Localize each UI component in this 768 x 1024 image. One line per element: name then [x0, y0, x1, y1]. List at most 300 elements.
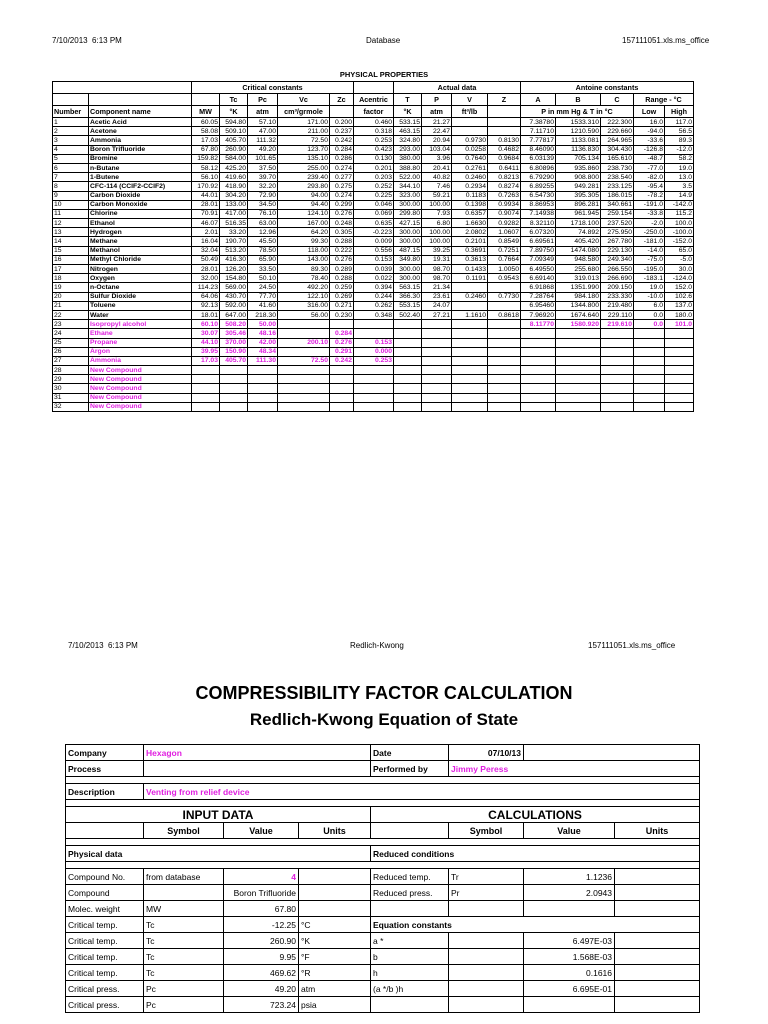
compound-row [53, 265, 694, 274]
blank-row [66, 839, 700, 846]
compound-number: 11 [53, 209, 89, 218]
property-value [394, 347, 422, 356]
property-value: 0.252 [354, 182, 394, 191]
calculations-title: CALCULATIONS [371, 807, 700, 823]
property-value [452, 283, 488, 292]
property-value: 65.90 [248, 255, 278, 264]
property-value: 32.00 [192, 274, 220, 283]
compound-name[interactable]: Methane [89, 237, 192, 246]
property-value: 260.90 [220, 145, 248, 154]
compound-name[interactable]: New Compound [89, 375, 192, 384]
property-value: 238.540 [601, 173, 634, 182]
input-label: Molec. weight [66, 901, 144, 917]
property-value: 6.0 [634, 301, 665, 310]
section-title-row [66, 807, 700, 823]
property-value: 233.330 [601, 292, 634, 301]
compound-name[interactable]: Acetic Acid [89, 118, 192, 127]
property-value [452, 384, 488, 393]
col-low: Low [634, 106, 665, 118]
property-value: 74.892 [556, 228, 601, 237]
compound-name[interactable]: Methanol [89, 246, 192, 255]
property-value: 7.46 [422, 182, 452, 191]
property-value: 58.08 [192, 127, 220, 136]
property-value: 28.01 [192, 265, 220, 274]
property-value: 57.10 [248, 118, 278, 127]
property-value: 1.0050 [488, 265, 521, 274]
property-value: 67.80 [192, 145, 220, 154]
compound-name[interactable]: Boron Trifluoride [89, 145, 192, 154]
compound-name[interactable]: Chlorine [89, 209, 192, 218]
property-value [601, 384, 634, 393]
property-value: 0.153 [354, 338, 394, 347]
property-value: 100.00 [422, 200, 452, 209]
property-value: 8.32110 [521, 219, 556, 228]
calc-symbol: Pr [449, 885, 524, 901]
compound-name[interactable]: Isopropyl alcohol [89, 320, 192, 329]
input-value[interactable]: 469.62 [224, 965, 299, 981]
property-value: 98.70 [422, 274, 452, 283]
property-value [394, 366, 422, 375]
compound-name[interactable]: Acetone [89, 127, 192, 136]
property-value: 16.04 [192, 237, 220, 246]
input-value[interactable]: 49.20 [224, 981, 299, 997]
compound-number: 6 [53, 163, 89, 172]
col-high: High [665, 106, 694, 118]
calc-units [615, 869, 700, 885]
compound-row [53, 274, 694, 283]
property-value: 259.154 [601, 209, 634, 218]
empty-cell [524, 997, 615, 1013]
property-value: 238.730 [601, 163, 634, 172]
input-value[interactable]: -12.25 [224, 917, 299, 933]
input-row [66, 965, 700, 981]
property-value: 405.70 [220, 136, 248, 145]
property-value: 3.96 [422, 154, 452, 163]
calc-units [615, 885, 700, 901]
property-value: 0.305 [330, 228, 354, 237]
compound-number: 24 [53, 329, 89, 338]
compound-row [53, 329, 694, 338]
property-value [601, 402, 634, 411]
property-value: 200.10 [278, 338, 330, 347]
compound-row [53, 163, 694, 172]
property-value: 0.130 [354, 154, 394, 163]
property-value: 1718.100 [556, 219, 601, 228]
property-value: -94.0 [634, 127, 665, 136]
property-value: 13.0 [665, 173, 694, 182]
property-value [220, 402, 248, 411]
property-value: 44.01 [192, 191, 220, 200]
property-value: 0.225 [354, 191, 394, 200]
property-value: 0.237 [330, 127, 354, 136]
compound-name[interactable]: Methyl Chloride [89, 255, 192, 264]
page1-file: 157111051.xls.ms_office [622, 36, 710, 45]
input-value[interactable]: Boron Trifluoride [224, 885, 299, 901]
compound-number: 10 [53, 200, 89, 209]
compound-row [53, 393, 694, 402]
property-value [422, 375, 452, 384]
property-value [601, 329, 634, 338]
property-value [488, 356, 521, 365]
equation-constants-label: Equation constants [371, 917, 700, 933]
blank-row [66, 862, 700, 869]
property-value: 64.06 [192, 292, 220, 301]
compound-number: 28 [53, 366, 89, 375]
input-symbol: Pc [144, 981, 224, 997]
calc-units [615, 981, 700, 997]
input-value[interactable]: 4 [224, 869, 299, 885]
property-value [556, 375, 601, 384]
compound-name[interactable]: n-Octane [89, 283, 192, 292]
property-value: 111.30 [248, 356, 278, 365]
description-label: Description [66, 784, 144, 800]
property-value [248, 393, 278, 402]
property-value [278, 375, 330, 384]
property-value: 70.91 [192, 209, 220, 218]
compound-number: 3 [53, 136, 89, 145]
unit-header-row [53, 106, 694, 118]
property-value [220, 393, 248, 402]
property-value [634, 375, 665, 384]
compound-name[interactable]: Toluene [89, 301, 192, 310]
compound-name[interactable]: New Compound [89, 393, 192, 402]
date-label: Date [371, 745, 449, 761]
col-tc: Tc [220, 94, 248, 106]
property-value: 0.318 [354, 127, 394, 136]
property-value: 33.20 [220, 228, 248, 237]
property-value: 103.04 [422, 145, 452, 154]
compound-row [53, 292, 694, 301]
property-value: 0.1183 [452, 191, 488, 200]
property-value: 6.89255 [521, 182, 556, 191]
property-value [556, 347, 601, 356]
physical-properties-title: PHYSICAL PROPERTIES [339, 70, 429, 79]
compound-name[interactable]: Propane [89, 338, 192, 347]
property-value: 340.661 [601, 200, 634, 209]
property-value: 180.0 [665, 310, 694, 319]
compound-name[interactable]: Ammonia [89, 136, 192, 145]
property-value [330, 393, 354, 402]
property-value: 0.1433 [452, 265, 488, 274]
property-value [422, 366, 452, 375]
physical-data-row [66, 846, 700, 862]
empty-cell [371, 997, 449, 1013]
property-value: 0.276 [330, 209, 354, 218]
property-value: 76.10 [248, 209, 278, 218]
property-value: 300.00 [394, 274, 422, 283]
input-value[interactable]: 9.95 [224, 949, 299, 965]
property-value: 123.70 [278, 145, 330, 154]
input-value[interactable]: 260.90 [224, 933, 299, 949]
property-value [601, 338, 634, 347]
property-value: 0.009 [354, 237, 394, 246]
property-value: 1474.080 [556, 246, 601, 255]
compound-name[interactable]: Ammonia [89, 356, 192, 365]
col-pc: Pc [248, 94, 278, 106]
property-value: 39.70 [248, 173, 278, 182]
unit-k2: °K [394, 106, 422, 118]
compound-name[interactable]: Nitrogen [89, 265, 192, 274]
input-units: °K [299, 933, 371, 949]
property-value: 0.394 [354, 283, 394, 292]
calc-value-header: Value [524, 823, 615, 839]
property-value [354, 384, 394, 393]
property-value: 0.284 [330, 145, 354, 154]
column-header-row [66, 823, 700, 839]
empty-cell [615, 901, 700, 917]
property-value: 417.00 [220, 209, 248, 218]
property-value: 508.20 [220, 320, 248, 329]
property-value: 0.556 [354, 246, 394, 255]
compound-name[interactable]: New Compound [89, 402, 192, 411]
compound-name[interactable]: Argon [89, 347, 192, 356]
compound-name[interactable]: Ethanol [89, 219, 192, 228]
col-acentric: Acentric [354, 94, 394, 106]
property-value: 20.94 [422, 136, 452, 145]
property-value: 0.291 [330, 347, 354, 356]
property-value [634, 366, 665, 375]
compound-row [53, 200, 694, 209]
property-value: -191.0 [634, 200, 665, 209]
property-value [330, 320, 354, 329]
compound-name[interactable]: Oxygen [89, 274, 192, 283]
property-value: 427.15 [394, 219, 422, 228]
calc-label: a * [371, 933, 449, 949]
property-value [248, 366, 278, 375]
property-value: 6.49550 [521, 265, 556, 274]
property-value: -195.0 [634, 265, 665, 274]
property-value: 0.289 [330, 265, 354, 274]
property-value: 1.0607 [488, 228, 521, 237]
company-value: Hexagon [144, 745, 371, 761]
property-value [354, 393, 394, 402]
property-value: 487.15 [394, 246, 422, 255]
compound-name[interactable]: Sulfur Dioxide [89, 292, 192, 301]
property-value [488, 402, 521, 411]
property-value: 59.21 [422, 191, 452, 200]
property-value: 0.2934 [452, 182, 488, 191]
property-value [220, 384, 248, 393]
property-value: 19.31 [422, 255, 452, 264]
performed-label: Performed by [371, 761, 449, 777]
input-units [299, 869, 371, 885]
input-symbol [144, 885, 224, 901]
compound-name[interactable]: Hydrogen [89, 228, 192, 237]
property-value: 1351.990 [556, 283, 601, 292]
input-label: Critical press. [66, 981, 144, 997]
input-units-header: Units [299, 823, 371, 839]
property-value [248, 375, 278, 384]
property-value: 0.0258 [452, 145, 488, 154]
property-value: 44.10 [192, 338, 220, 347]
property-value: 0.269 [330, 292, 354, 301]
property-value: 0.288 [330, 237, 354, 246]
property-value: 419.60 [220, 173, 248, 182]
property-value: 0.0 [634, 320, 665, 329]
property-value [452, 320, 488, 329]
property-value: 32.04 [192, 246, 220, 255]
input-row [66, 933, 700, 949]
property-value: 56.5 [665, 127, 694, 136]
property-value: 56.10 [192, 173, 220, 182]
property-value: 0.274 [330, 163, 354, 172]
property-value: 99.30 [278, 237, 330, 246]
calc-label: (a */b )h [371, 981, 449, 997]
property-value [521, 356, 556, 365]
input-units: °R [299, 965, 371, 981]
input-row [66, 997, 700, 1013]
calc-value: 1.568E-03 [524, 949, 615, 965]
col-t: T [394, 94, 422, 106]
company-label: Company [66, 745, 144, 761]
compound-number: 23 [53, 320, 89, 329]
compound-name[interactable]: New Compound [89, 366, 192, 375]
property-value [521, 366, 556, 375]
property-value: 569.00 [220, 283, 248, 292]
property-value: 58.12 [192, 163, 220, 172]
compound-name[interactable]: Carbon Dioxide [89, 191, 192, 200]
input-symbol: Tc [144, 933, 224, 949]
input-value[interactable]: 67.80 [224, 901, 299, 917]
property-value: 0.7730 [488, 292, 521, 301]
property-value [488, 127, 521, 136]
compound-name[interactable]: Carbon Monoxide [89, 200, 192, 209]
col-range: Range - °C [634, 94, 694, 106]
property-value: 0.1191 [452, 274, 488, 283]
property-value [394, 338, 422, 347]
property-value: -181.0 [634, 237, 665, 246]
property-value [601, 393, 634, 402]
compound-row [53, 402, 694, 411]
property-value [521, 338, 556, 347]
compound-number: 7 [53, 173, 89, 182]
compound-number: 1 [53, 118, 89, 127]
input-units: atm [299, 981, 371, 997]
empty-cell [615, 997, 700, 1013]
property-value: 7.09349 [521, 255, 556, 264]
input-label: Critical temp. [66, 965, 144, 981]
property-value: 984.180 [556, 292, 601, 301]
property-value [422, 329, 452, 338]
property-value: 48.16 [248, 329, 278, 338]
calc-symbol-header: Symbol [449, 823, 524, 839]
property-value: 324.80 [394, 136, 422, 145]
property-value: 209.150 [601, 283, 634, 292]
property-value [422, 356, 452, 365]
rk-title: COMPRESSIBILITY FACTOR CALCULATION [195, 683, 573, 703]
property-value: 14.9 [665, 191, 694, 200]
property-value: 553.15 [394, 301, 422, 310]
property-value: 2.01 [192, 228, 220, 237]
compound-name[interactable]: Ethane [89, 329, 192, 338]
property-value [521, 329, 556, 338]
compound-name[interactable]: 1-Butene [89, 173, 192, 182]
property-value: 0.3691 [452, 246, 488, 255]
property-value: 0.039 [354, 265, 394, 274]
compound-number: 32 [53, 402, 89, 411]
compound-name[interactable]: n-Butane [89, 163, 192, 172]
compound-name[interactable]: CFC-114 (CClF2-CClF2) [89, 182, 192, 191]
property-value [192, 393, 220, 402]
unit-atm: atm [248, 106, 278, 118]
property-value: 39.25 [422, 246, 452, 255]
input-units: °F [299, 949, 371, 965]
property-value: 111.32 [248, 136, 278, 145]
compound-row [53, 320, 694, 329]
compound-row [53, 173, 694, 182]
property-value [452, 366, 488, 375]
antoine-constants-header: Antoine constants [521, 82, 694, 94]
property-value: 0.6357 [452, 209, 488, 218]
property-value: 1674.640 [556, 310, 601, 319]
property-value [278, 393, 330, 402]
property-value: -14.0 [634, 246, 665, 255]
property-value: 1.1610 [452, 310, 488, 319]
property-value: 20.41 [422, 163, 452, 172]
property-value: 6.80896 [521, 163, 556, 172]
property-value: 92.13 [192, 301, 220, 310]
calc-units [615, 965, 700, 981]
property-value: 0.069 [354, 209, 394, 218]
compound-name[interactable]: Bromine [89, 154, 192, 163]
property-value: 255.00 [278, 163, 330, 172]
calc-value: 1.1236 [524, 869, 615, 885]
property-value: 27.21 [422, 310, 452, 319]
compound-number: 5 [53, 154, 89, 163]
property-value: 0.299 [330, 200, 354, 209]
property-value [452, 127, 488, 136]
compound-name[interactable]: New Compound [89, 384, 192, 393]
property-value: 6.07320 [521, 228, 556, 237]
property-value: 21.27 [422, 118, 452, 127]
property-value: 0.276 [330, 338, 354, 347]
input-value[interactable]: 723.24 [224, 997, 299, 1013]
calc-units [615, 933, 700, 949]
compound-row [53, 182, 694, 191]
property-value [452, 329, 488, 338]
input-symbol: Tc [144, 949, 224, 965]
property-value [452, 347, 488, 356]
property-value: 24.07 [422, 301, 452, 310]
property-value: -95.4 [634, 182, 665, 191]
date-value: 07/10/13 [449, 745, 524, 761]
property-value: 0.9074 [488, 209, 521, 218]
property-value [452, 402, 488, 411]
calc-value: 6.695E-01 [524, 981, 615, 997]
compound-number: 14 [53, 237, 89, 246]
compound-name[interactable]: Water [89, 310, 192, 319]
property-value [521, 393, 556, 402]
property-value: -250.0 [634, 228, 665, 237]
unit-atm2: atm [422, 106, 452, 118]
property-value: 37.50 [248, 163, 278, 172]
description-row [66, 784, 700, 800]
property-value: 0.7664 [488, 255, 521, 264]
property-value: 380.00 [394, 154, 422, 163]
property-value: 563.15 [394, 283, 422, 292]
input-label: Compound No. [66, 869, 144, 885]
property-value: 60.10 [192, 320, 220, 329]
property-value [354, 366, 394, 375]
property-value: 370.00 [220, 338, 248, 347]
property-value: 509.10 [220, 127, 248, 136]
property-value: 0.9684 [488, 154, 521, 163]
property-value: 0.230 [330, 310, 354, 319]
compound-row [53, 127, 694, 136]
property-value [488, 375, 521, 384]
property-value: 522.00 [394, 173, 422, 182]
unit-cm3: cm³/grmole [278, 106, 330, 118]
